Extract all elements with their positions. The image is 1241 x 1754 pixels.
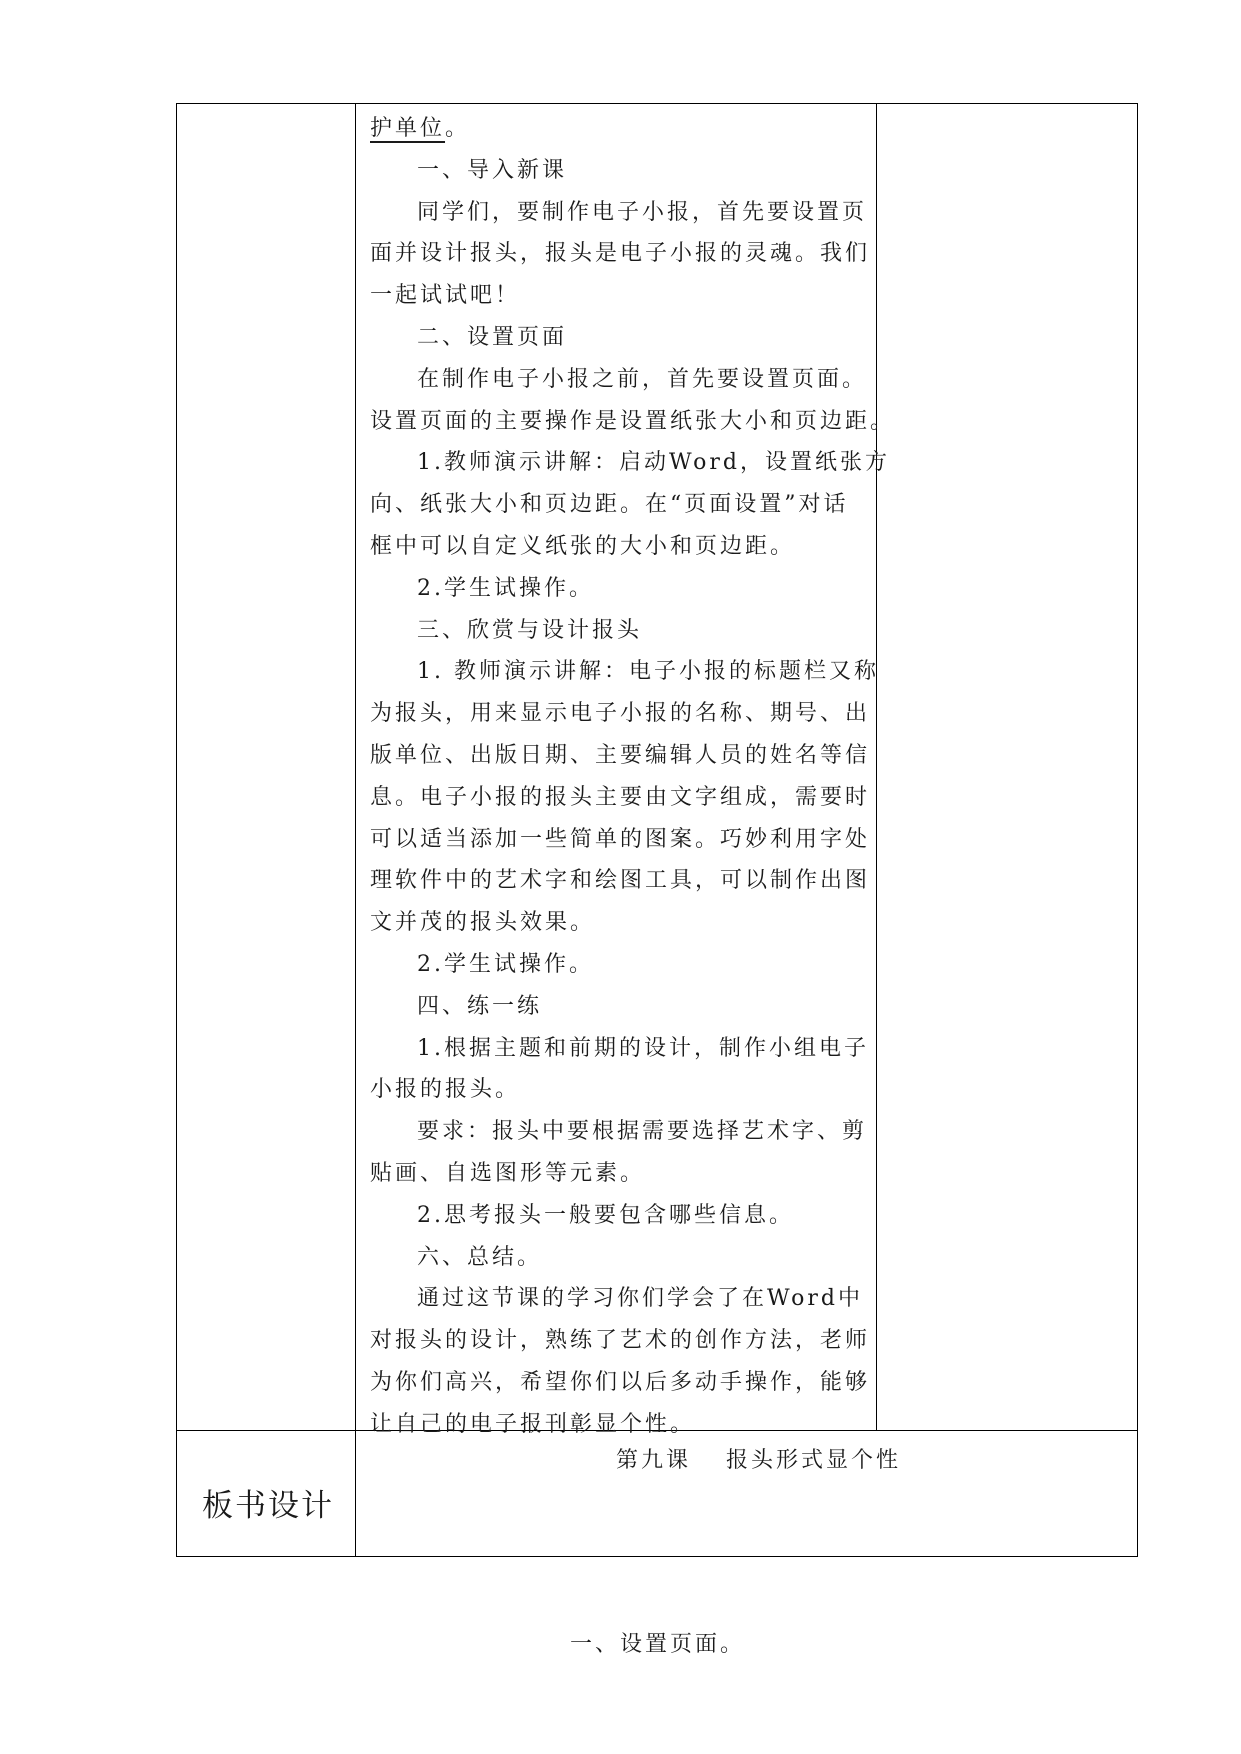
lesson-paragraph: 理软件中的艺术字和绘图工具，可以制作出图	[370, 868, 871, 894]
lesson-paragraph: 版单位、出版日期、主要编辑人员的姓名等信	[370, 742, 871, 768]
lesson-procedure-text	[370, 108, 896, 1446]
table-border-top	[176, 103, 1138, 104]
lesson-paragraph: 让自己的电子报刊彰显个性。	[370, 1411, 696, 1437]
board-design-label: 板书设计	[202, 1488, 334, 1524]
lesson-paragraph: 2.学生试操作。	[417, 951, 594, 977]
lesson-paragraph: 文并茂的报头效果。	[370, 910, 596, 936]
lesson-paragraph: 面并设计报头，报头是电子小报的灵魂。我们	[370, 241, 871, 267]
board-design-item: 一、设置页面。	[570, 1632, 746, 1657]
table-column-divider-1	[355, 103, 356, 1557]
lesson-paragraph: 通过这节课的学习你们学会了在Word中	[417, 1286, 863, 1312]
lesson-paragraph: 向、纸张大小和页边距。在“页面设置”对话	[370, 492, 849, 518]
lesson-paragraph: 同学们，要制作电子小报，首先要设置页	[417, 199, 868, 225]
lesson-paragraph: 息。电子小报的报头主要由文字组成，需要时	[370, 784, 871, 810]
lesson-paragraph	[370, 108, 880, 150]
lesson-paragraph: 1.教师演示讲解：启动Word，设置纸张方	[417, 450, 890, 476]
lesson-paragraph: 2.学生试操作。	[417, 575, 594, 601]
lesson-paragraph: 可以适当添加一些简单的图案。巧妙利用字处	[370, 826, 871, 852]
lesson-paragraph: 三、欣赏与设计报头	[417, 617, 643, 643]
board-design-title: 第九课 报头形式显个性	[616, 1448, 901, 1473]
lesson-paragraph: 一、导入新课	[417, 157, 568, 183]
lesson-paragraph: 1.根据主题和前期的设计，制作小组电子	[417, 1035, 869, 1061]
lesson-paragraph: 在制作电子小报之前，首先要设置页面。	[417, 366, 868, 392]
lesson-paragraph: 对报头的设计，熟练了艺术的创作方法，老师	[370, 1328, 871, 1354]
table-border-bottom	[176, 1556, 1138, 1557]
lesson-paragraph: 要求：报头中要根据需要选择艺术字、剪	[417, 1119, 868, 1145]
lesson-paragraph: 为你们高兴，希望你们以后多动手操作，能够	[370, 1369, 871, 1395]
table-border-right	[1137, 103, 1138, 1557]
lesson-paragraph: 四、练一练	[417, 993, 543, 1019]
table-border-left	[176, 103, 177, 1557]
lesson-paragraph: 为报头，用来显示电子小报的名称、期号、出	[370, 701, 871, 727]
paragraph-text: 。	[445, 116, 471, 141]
lesson-paragraph: 一起试试吧！	[370, 283, 521, 309]
lesson-paragraph: 1. 教师演示讲解：电子小报的标题栏又称	[417, 659, 879, 685]
lesson-paragraph: 二、设置页面	[417, 324, 568, 350]
lesson-paragraph: 框中可以自定义纸张的大小和页边距。	[370, 533, 796, 559]
lesson-paragraph: 2.思考报头一般要包含哪些信息。	[417, 1202, 794, 1228]
underlined-text: 护单位	[370, 116, 446, 141]
lesson-paragraph: 设置页面的主要操作是设置纸张大小和页边距。	[370, 408, 896, 434]
lesson-paragraph: 贴画、自选图形等元素。	[370, 1160, 646, 1186]
lesson-paragraph: 小报的报头。	[370, 1077, 521, 1103]
lesson-paragraph: 六、总结。	[417, 1244, 543, 1270]
